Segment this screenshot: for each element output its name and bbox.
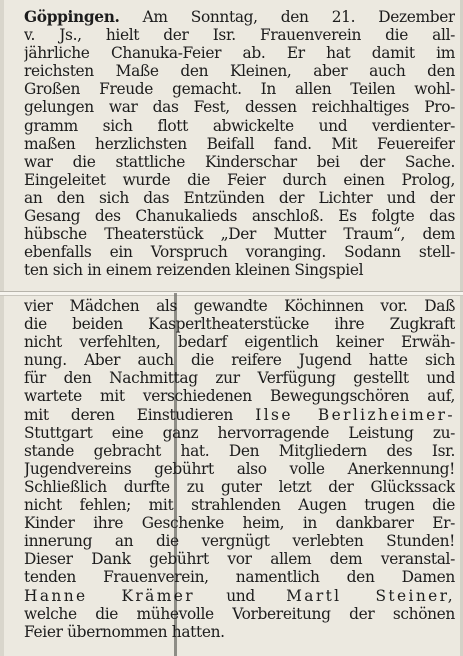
- article-line: [24, 225, 455, 243]
- line-text: Schließlich durfte zu guter letzt der Glückssack: [24, 477, 455, 496]
- article-line: [24, 44, 455, 62]
- line-text: vier Mädchen als gewandte Köchinnen vor. Daß: [24, 297, 455, 315]
- line-text: tenden Frauenverein, namentlich den Damen: [24, 568, 455, 587]
- line-text: Eingeleitet wurde die Feier durch einen Prolog,: [24, 170, 455, 189]
- line-text: Gesang des Chanukalieds anschloß. Es folgte das: [24, 207, 455, 226]
- article-line: [24, 153, 455, 171]
- article-bottom-section: [24, 297, 455, 641]
- article-line: [24, 117, 455, 135]
- line-text: gramm sich flott abwickelte und verdienter-: [24, 116, 455, 135]
- article-line: [24, 26, 455, 44]
- article-line: [24, 351, 455, 369]
- horizontal-fold-crease: [0, 291, 463, 296]
- line-text: Jugendvereins gebührt also volle Anerkennung!: [24, 459, 455, 478]
- article-line: [24, 442, 455, 460]
- article-line: [24, 297, 455, 315]
- line-text: für den Nachmittag zur Verfügung gestellt und: [24, 369, 455, 388]
- name-emphasis: Martl Steiner,: [286, 586, 455, 605]
- article-line: [24, 605, 455, 623]
- article-line: [24, 8, 455, 26]
- article-line: [24, 623, 455, 641]
- line-text: nung. Aber auch die reifere Jugend hatte sich: [24, 351, 455, 370]
- article-line: [24, 550, 455, 568]
- line-text: jährliche Chanuka-Feier ab. Er hat damit im: [24, 44, 455, 63]
- paper-left-edge: [0, 0, 4, 656]
- article-line: [24, 80, 455, 98]
- article-line: [24, 333, 455, 351]
- article-line: [24, 387, 455, 405]
- line-text: wartete mit verschiedenen Bewegungschören auf,: [24, 387, 455, 406]
- line-text: Dieser Dank gebührt vor allem dem veranstal-: [24, 550, 455, 569]
- article-line: [24, 243, 455, 261]
- name-emphasis: Ilse Berlizheimer-: [255, 405, 455, 424]
- article-dateline: Göppingen.: [24, 8, 120, 26]
- line-text: stande gebracht hat. Den Mitgliedern des Isr.: [24, 441, 455, 460]
- article-line: [24, 135, 455, 153]
- article-line: [24, 460, 455, 478]
- article-line: [24, 587, 455, 605]
- line-text: die beiden Kasperltheaterstücke ihre Zugkraft: [24, 315, 455, 334]
- line-text: Am Sonntag, den 21. Dezember: [119, 8, 455, 26]
- article-line: [24, 98, 455, 116]
- line-text: ten sich in einem reizenden kleinen Singspiel: [24, 261, 364, 280]
- article-line: [24, 189, 455, 207]
- line-text: an den sich das Entzünden der Lichter und der: [24, 188, 455, 207]
- name-emphasis: Hanne Krämer: [24, 586, 195, 605]
- line-text: gelungen war das Fest, dessen reichhaltiges Pro-: [24, 98, 455, 117]
- line-text: welche die mühevolle Vorbereitung der schönen: [24, 604, 455, 623]
- line-text: nicht verfehlten, bedarf eigentlich keiner Erwäh-: [24, 333, 455, 352]
- line-text: reichsten Maße den Kleinen, aber auch den: [24, 62, 455, 81]
- line-text: v. Js., hielt der Isr. Frauenverein die all-: [24, 26, 455, 45]
- article-line: [24, 532, 455, 550]
- line-text: ebenfalls ein Vorspruch voranging. Sodann stell-: [24, 243, 455, 262]
- article-line: [24, 369, 455, 387]
- article-line: [24, 424, 455, 442]
- line-text: Feier übernommen hatten.: [24, 622, 225, 641]
- line-text: Kinder ihre Geschenke heim, in dankbarer Er-: [24, 514, 455, 533]
- article-top-section: [24, 8, 455, 279]
- article-line: [24, 171, 455, 189]
- line-text: innerung an die vergnügt verlebten Stunden!: [24, 532, 455, 551]
- article-line: [24, 568, 455, 586]
- line-text: Stuttgart eine ganz hervorragende Leistung zu-: [24, 423, 455, 442]
- article-line: [24, 315, 455, 333]
- article-line: [24, 207, 455, 225]
- line-text: war die stattliche Kinderschar bei der Sache.: [24, 152, 455, 171]
- line-text: und: [195, 586, 287, 605]
- line-text: maßen herzlichsten Beifall fand. Mit Feuereifer: [24, 134, 455, 153]
- line-text: Großen Freude gemacht. In allen Teilen wohl-: [24, 80, 455, 99]
- line-text: hübsche Theaterstück „Der Mutter Traum“, dem: [24, 225, 455, 244]
- line-text: mit deren Einstudieren: [24, 405, 256, 424]
- article-line: [24, 62, 455, 80]
- line-text: nicht fehlen; mit strahlenden Augen trugen die: [24, 496, 455, 515]
- article-line: [24, 261, 455, 279]
- article-line: [24, 478, 455, 496]
- article-line: [24, 406, 455, 424]
- article-line: [24, 514, 455, 532]
- article-line: [24, 496, 455, 514]
